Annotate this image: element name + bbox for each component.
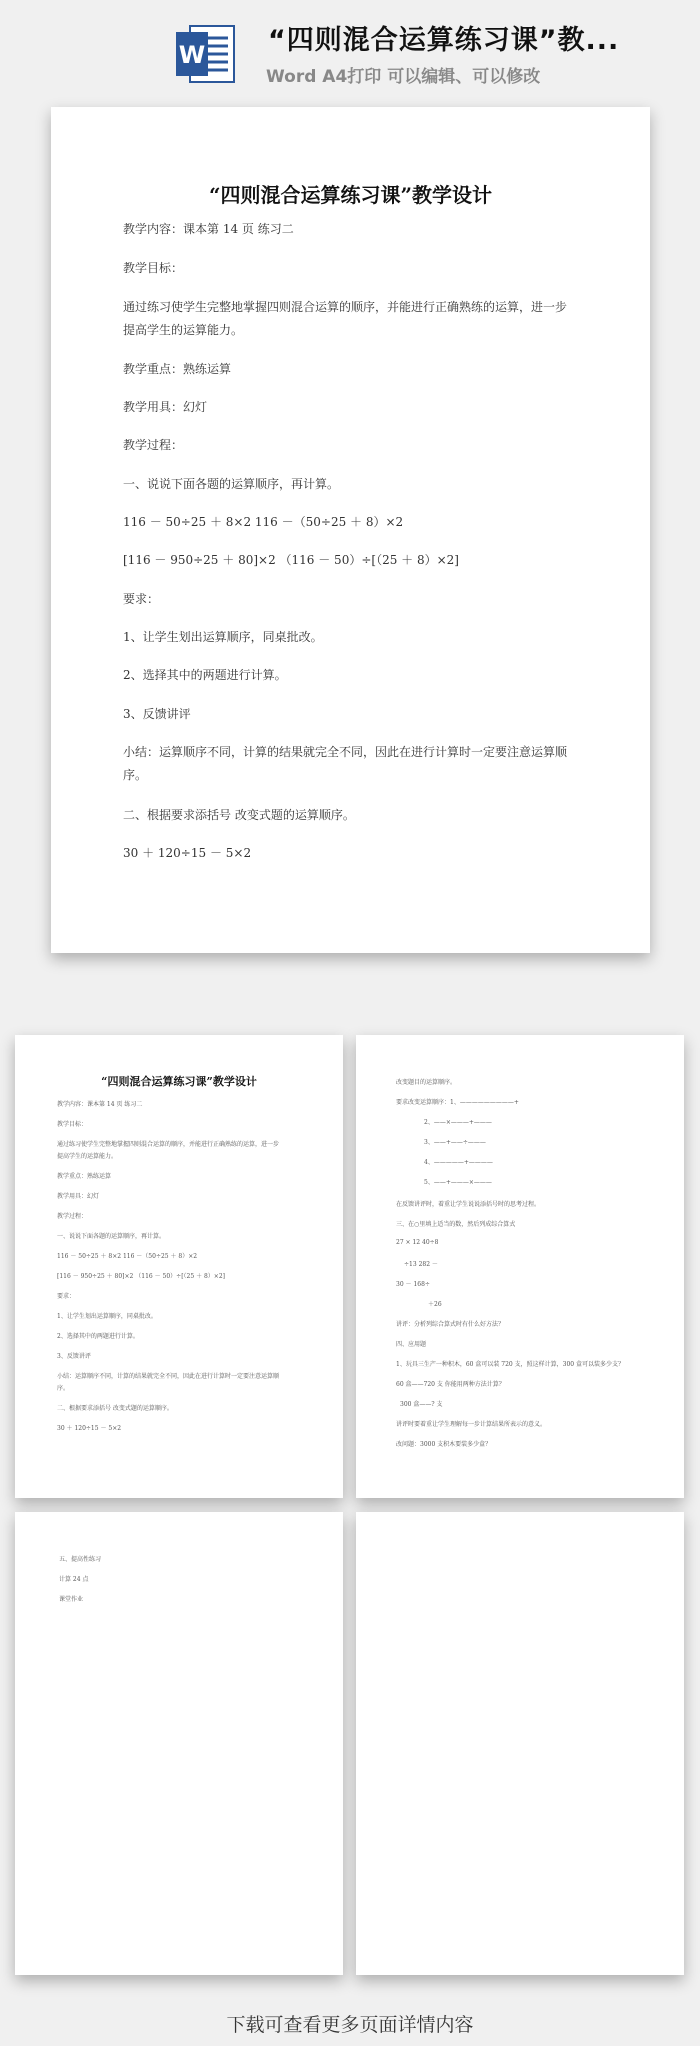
doc-title: “四则混合运算练习课”教... bbox=[268, 25, 620, 56]
text-line: 教学重点：熟练运算 bbox=[123, 362, 232, 376]
text-line: 教学用具：幻灯 bbox=[57, 1193, 100, 1200]
text-line: 一、说说下面各题的运算顺序，再计算。 bbox=[123, 477, 340, 491]
text-line: 30 － 168÷ bbox=[396, 1281, 430, 1288]
text-line: 27 × 12 40÷8 bbox=[396, 1239, 439, 1246]
text-line: 2、选择其中的两题进行计算。 bbox=[123, 668, 287, 682]
text-line: 要求改变运算顺序：1、—————————+ bbox=[396, 1099, 519, 1106]
text-line: 讲评：分析列综合算式时有什么好方法？ bbox=[396, 1321, 505, 1328]
text-line: 教学目标： bbox=[123, 261, 184, 275]
text-line: 2、——×———+——— bbox=[424, 1119, 492, 1126]
word-icon-letter: W bbox=[178, 41, 206, 69]
text-line: 提高学生的运算能力。 bbox=[57, 1153, 118, 1160]
thumbnail-body bbox=[15, 1035, 343, 1498]
text-line: 要求： bbox=[123, 592, 160, 606]
text-line: 教学目标： bbox=[57, 1121, 88, 1128]
page-thumbnail-4[interactable] bbox=[356, 1512, 684, 1975]
word-doc-icon bbox=[176, 22, 238, 86]
text-line: 通过练习使学生完整地掌握四则混合运算的顺序，并能进行正确熟练的运算，进一步 bbox=[57, 1141, 280, 1148]
thumbnail-title: “四则混合运算练习课”教学设计 bbox=[101, 1075, 257, 1088]
footer-more-pages[interactable]: 下载可查看更多页面详情内容 bbox=[226, 2014, 474, 2036]
text-line: 讲评时要着重让学生理解每一步计算结果所表示的意义。 bbox=[396, 1421, 547, 1428]
text-line: 序。 bbox=[57, 1385, 70, 1392]
text-line: 改问题：3000 支积木要装多少盒？ bbox=[396, 1441, 492, 1448]
text-line: 教学过程： bbox=[123, 438, 184, 452]
text-line: 改变题目的运算顺序。 bbox=[396, 1079, 457, 1086]
thumbnail-body bbox=[15, 1512, 343, 1975]
text-line: 教学内容：课本第 14 页 练习二 bbox=[57, 1101, 143, 1108]
text-line: 1、玩具三生产一种积木，60 盒可以装 720 支，照这样计算，300 盒可以装多少支？ bbox=[396, 1361, 624, 1368]
text-line: 四、应用题 bbox=[396, 1341, 427, 1348]
text-line: 1、让学生划出运算顺序，同桌批改。 bbox=[57, 1313, 157, 1320]
text-line: 在反馈讲评时，着重让学生说说添括号时的思考过程。 bbox=[396, 1201, 541, 1208]
text-line: 3、反馈讲评 bbox=[57, 1353, 91, 1360]
text-line: 小结：运算顺序不同，计算的结果就完全不同，因此在进行计算时一定要注意运算顺 bbox=[123, 745, 568, 759]
thumbnail-body bbox=[356, 1035, 684, 1498]
text-line: 116 － 50÷25 ＋ 8×2 116 －（50÷25 ＋ 8）×2 bbox=[123, 515, 404, 529]
document-page-preview bbox=[51, 107, 650, 953]
text-line: 4、—————+———— bbox=[424, 1159, 493, 1166]
text-line: 教学过程： bbox=[57, 1213, 88, 1220]
text-line: 提高学生的运算能力。 bbox=[123, 323, 244, 337]
text-line: 三、在○里填上适当的数，然后列成综合算式 bbox=[396, 1221, 516, 1228]
page-thumbnail-2[interactable] bbox=[356, 1035, 684, 1498]
text-line: 教学重点：熟练运算 bbox=[57, 1173, 112, 1180]
text-line: 要求： bbox=[57, 1293, 76, 1300]
text-line: 序。 bbox=[123, 768, 148, 782]
text-line: 小结：运算顺序不同，计算的结果就完全不同，因此在进行计算时一定要注意运算顺 bbox=[57, 1373, 280, 1380]
text-line: 60 盒——720 支 你能用两种方法计算？ bbox=[396, 1381, 505, 1388]
text-line: [116 － 950÷25 ＋ 80]×2 （116 － 50）÷[（25 ＋ 8）×2] bbox=[123, 553, 459, 567]
doc-subtitle: Word A4打印 可以编辑、可以修改 bbox=[266, 67, 541, 87]
text-line: 通过练习使学生完整地掌握四则混合运算的顺序，并能进行正确熟练的运算，进一步 bbox=[123, 300, 568, 314]
text-line: 300 盒——? 支 bbox=[400, 1401, 443, 1408]
text-line: 30 ＋ 120÷15 － 5×2 bbox=[57, 1425, 122, 1432]
text-line: 3、反馈讲评 bbox=[123, 707, 191, 721]
text-line: 五、提高性练习 bbox=[59, 1556, 102, 1563]
text-line: 1、让学生划出运算顺序，同桌批改。 bbox=[123, 630, 323, 644]
text-line: 一、说说下面各题的运算顺序，再计算。 bbox=[57, 1233, 166, 1240]
text-line: 计算 24 点 bbox=[59, 1576, 89, 1583]
text-line: 5、——+———×——— bbox=[424, 1179, 492, 1186]
text-line: 教学用具：幻灯 bbox=[123, 400, 208, 414]
text-line: 30 ＋ 120÷15 － 5×2 bbox=[123, 846, 252, 860]
text-line: 二、根据要求添括号 改变式题的运算顺序。 bbox=[57, 1405, 173, 1412]
text-line: [116 － 950÷25 ＋ 80]×2 （116 － 50）÷[（25 ＋ 8）×2] bbox=[57, 1273, 225, 1280]
page-title: “四则混合运算练习课”教学设计 bbox=[208, 183, 492, 207]
text-line: ＋26 bbox=[428, 1301, 442, 1308]
text-line: 教学内容：课本第 14 页 练习二 bbox=[123, 222, 294, 236]
text-line: 2、选择其中的两题进行计算。 bbox=[57, 1333, 139, 1340]
page-thumbnail-3[interactable] bbox=[15, 1512, 343, 1975]
header bbox=[0, 0, 700, 100]
text-line: 课堂作业 bbox=[59, 1596, 84, 1603]
text-line: ÷13 282 － bbox=[404, 1261, 438, 1268]
text-line: 3、——+——÷——— bbox=[424, 1139, 486, 1146]
page-thumbnail-1[interactable] bbox=[15, 1035, 343, 1498]
text-line: 116 － 50÷25 ＋ 8×2 116 －（50÷25 ＋ 8）×2 bbox=[57, 1253, 198, 1260]
text-line: 二、根据要求添括号 改变式题的运算顺序。 bbox=[123, 808, 355, 822]
